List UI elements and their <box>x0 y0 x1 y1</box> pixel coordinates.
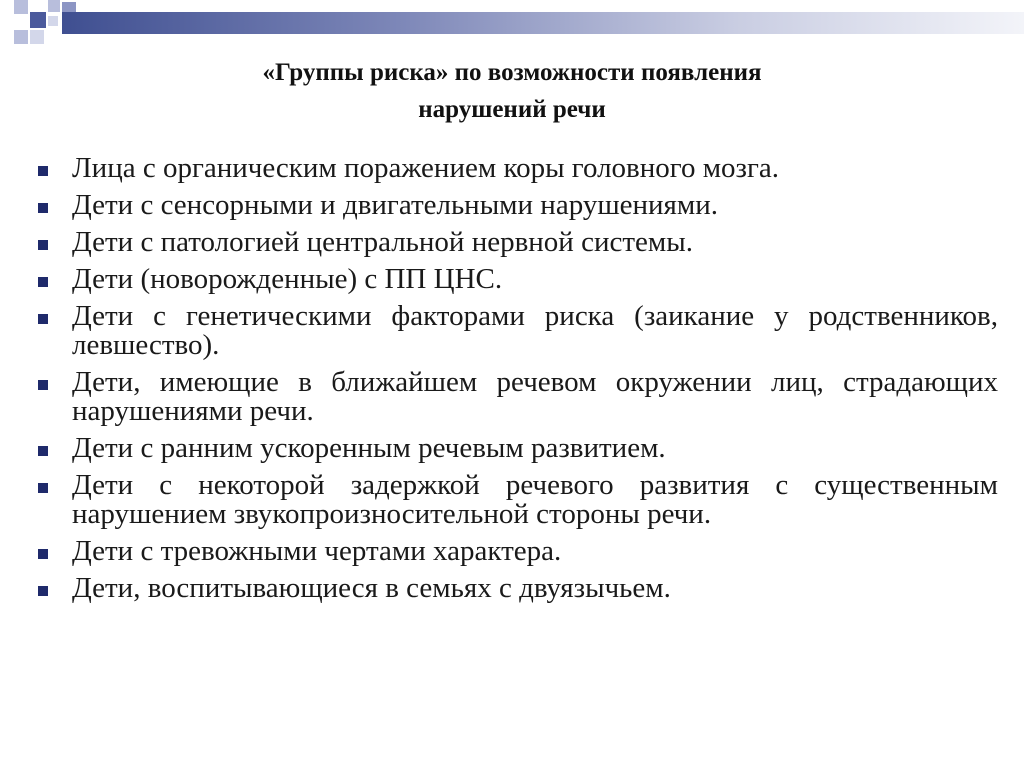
bullet-item <box>38 228 998 257</box>
square-bullet-icon <box>38 240 48 250</box>
slide-title <box>0 54 1024 128</box>
bullet-item <box>38 154 998 183</box>
bullet-list <box>38 154 998 611</box>
bullet-item <box>38 574 998 603</box>
bullet-text: Дети с тревожными чертами характера. <box>72 535 562 567</box>
bullet-item <box>38 434 998 463</box>
bullet-text: Дети, имеющие в ближайшем речевом окружении лиц, страдающих нарушениями речи. <box>72 366 998 427</box>
square-bullet-icon <box>38 277 48 287</box>
bullet-text: Дети, воспитывающиеся в семьях с двуязычьем. <box>72 572 671 604</box>
slide-title-line-1: «Группы риска» по возможности появления <box>262 59 762 86</box>
header-gradient-bar <box>62 12 1024 34</box>
bullet-text: Дети (новорожденные) с ПП ЦНС. <box>72 263 503 295</box>
square-bullet-icon <box>38 314 48 324</box>
square-bullet-icon <box>38 203 48 213</box>
bullet-text: Дети с некоторой задержкой речевого развития с существенным нарушением звукопроизносительной стороны речи. <box>72 469 998 530</box>
bullet-text: Дети с сенсорными и двигательными нарушениями. <box>72 189 719 221</box>
square-bullet-icon <box>38 483 48 493</box>
bullet-item <box>38 368 998 426</box>
square-bullet-icon <box>38 446 48 456</box>
bullet-item <box>38 471 998 529</box>
bullet-item <box>38 302 998 360</box>
bullet-item <box>38 265 998 294</box>
square-bullet-icon <box>38 549 48 559</box>
bullet-text: Лица с органическим поражением коры головного мозга. <box>72 152 780 184</box>
bullet-text: Дети с генетическими факторами риска (заикание у родственников, левшество). <box>72 300 998 361</box>
square-bullet-icon <box>38 586 48 596</box>
bullet-item <box>38 537 998 566</box>
square-bullet-icon <box>38 380 48 390</box>
square-bullet-icon <box>38 166 48 176</box>
bullet-text: Дети с ранним ускоренным речевым развитием. <box>72 432 666 464</box>
slide-title-line-2: нарушений речи <box>418 96 606 123</box>
bullet-item <box>38 191 998 220</box>
bullet-text: Дети с патологией центральной нервной системы. <box>72 226 693 258</box>
